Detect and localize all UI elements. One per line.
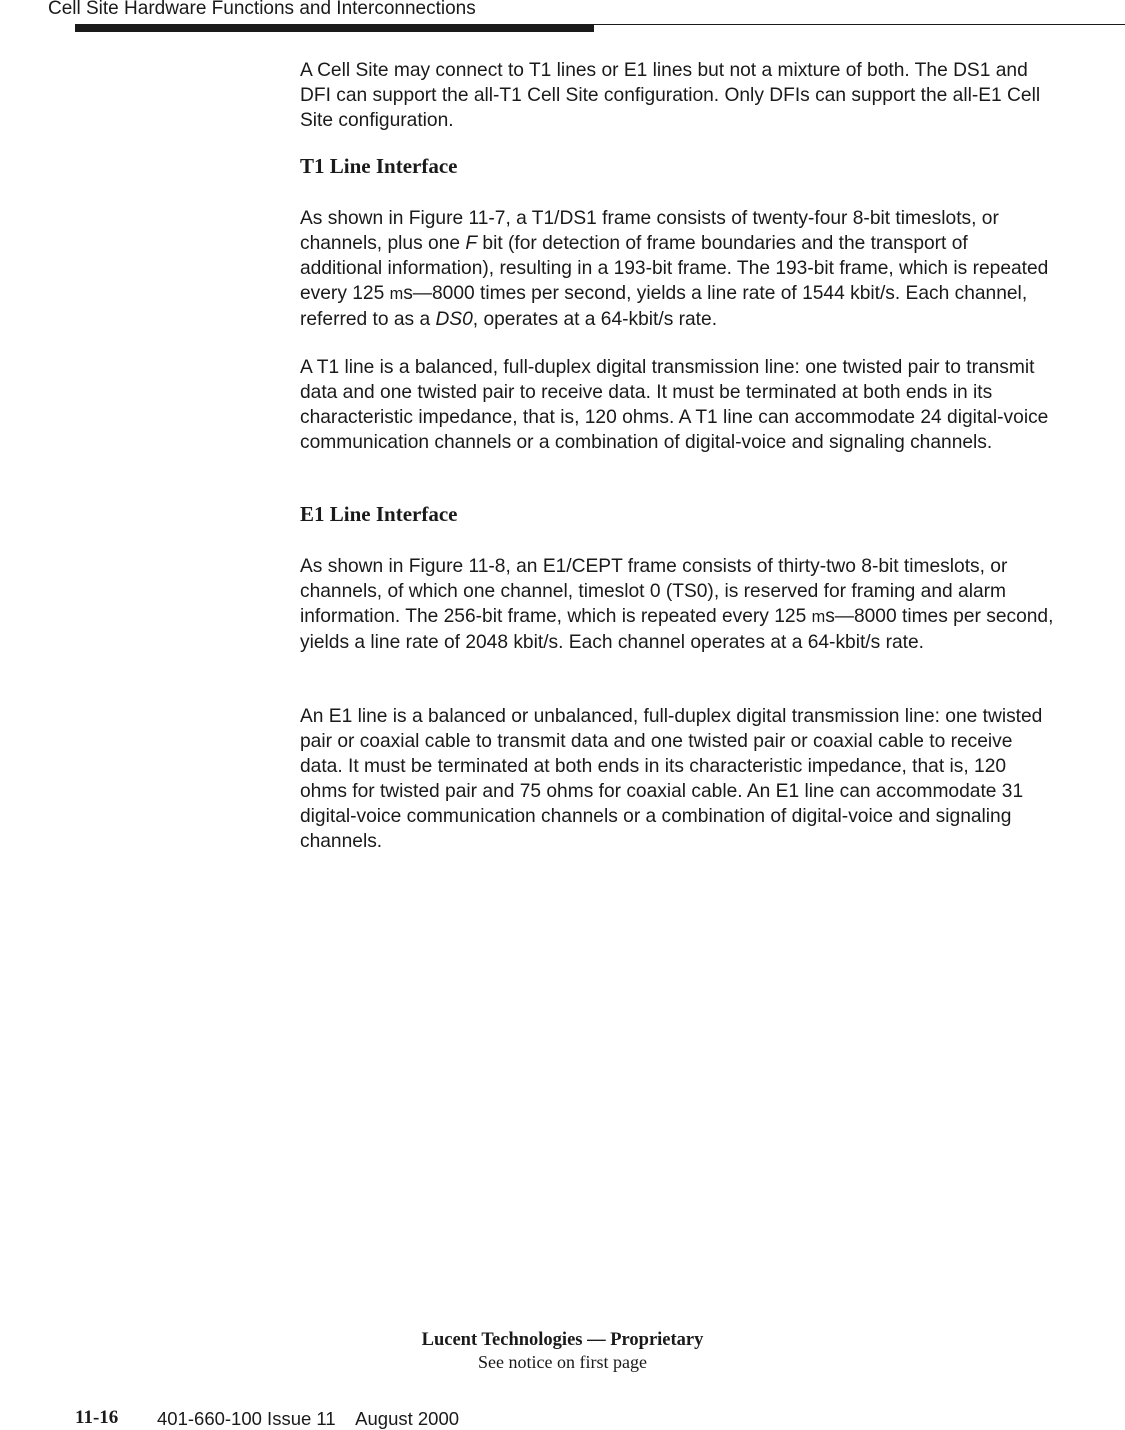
page-number: 11-16 bbox=[75, 1407, 119, 1428]
ds0-term: DS0 bbox=[435, 309, 473, 330]
t1-paragraph-frame bbox=[300, 206, 1055, 332]
microsecond-symbol: m bbox=[389, 285, 404, 303]
f-bit-term: F bbox=[465, 233, 478, 254]
t1-paragraph-line: A T1 line is a balanced, full-duplex digital transmission line: one twisted pair to transmit data and one twisted pair to receive data. It must be terminated at both ends in its characteristic impedance, that is, 120 ohms. A T1 line can accommodate 24 digital-voice communication channels or a combination of digital-voice and signaling channels. bbox=[300, 357, 1049, 453]
footer-notice: See notice on first page bbox=[478, 1352, 647, 1372]
e1-frame-text-b: s—8000 times per second, yields a line rate of 2048 kbit/s. Each channel operates at a 64-kbit/s rate. bbox=[300, 606, 1054, 653]
document-info: 401-660-100 Issue 11 August 2000 bbox=[157, 1408, 460, 1429]
e1-frame-text-a: As shown in Figure 11-8, an E1/CEPT frame consists of thirty-two 8-bit timeslots, or channels, of which one channel, timeslot 0 (TS0), is reserved for framing and alarm information. The 256-bit frame, which is repeated every 125 bbox=[300, 556, 1008, 627]
t1-section-heading: T1 Line Interface bbox=[300, 154, 458, 178]
header-thick-bar bbox=[75, 25, 594, 32]
t1-frame-text-b: bit (for detection of frame boundaries and the transport of additional information), resulting in a 193-bit frame. The 193-bit frame, which is repeated every 125 bbox=[300, 233, 1049, 304]
running-header: Cell Site Hardware Functions and Interconnections bbox=[48, 0, 476, 19]
footer-proprietary: Lucent Technologies — Proprietary bbox=[421, 1330, 704, 1350]
e1-paragraph-line: An E1 line is a balanced or unbalanced, full-duplex digital transmission line: one twisted pair or coaxial cable to transmit data and one twisted pair or coaxial cable to receive data. It must be terminated at both ends in its characteristic impedance, that is, 120 ohms for twisted pair and 75 ohms for coaxial cable. An E1 line can accommodate 31 digital-voice communication channels or a combination of digital-voice and signaling channels. bbox=[300, 706, 1043, 852]
intro-paragraph: A Cell Site may connect to T1 lines or E1 lines but not a mixture of both. The DS1 and DFI can support the all-T1 Cell Site configuration. Only DFIs can support the all-E1 Cell Site configuration. bbox=[300, 60, 1041, 131]
t1-frame-text-a: As shown in Figure 11-7, a T1/DS1 frame consists of twenty-four 8-bit timeslots, or channels, plus one bbox=[300, 208, 999, 254]
microsecond-symbol: m bbox=[811, 608, 826, 626]
e1-paragraph-frame bbox=[300, 554, 1055, 655]
t1-frame-text-c: s—8000 times per second, yields a line rate of 1544 kbit/s. Each channel, referred to as a bbox=[300, 283, 1028, 330]
t1-frame-text-d: , operates at a 64-kbit/s rate. bbox=[472, 309, 718, 330]
e1-section-heading: E1 Line Interface bbox=[300, 502, 458, 526]
